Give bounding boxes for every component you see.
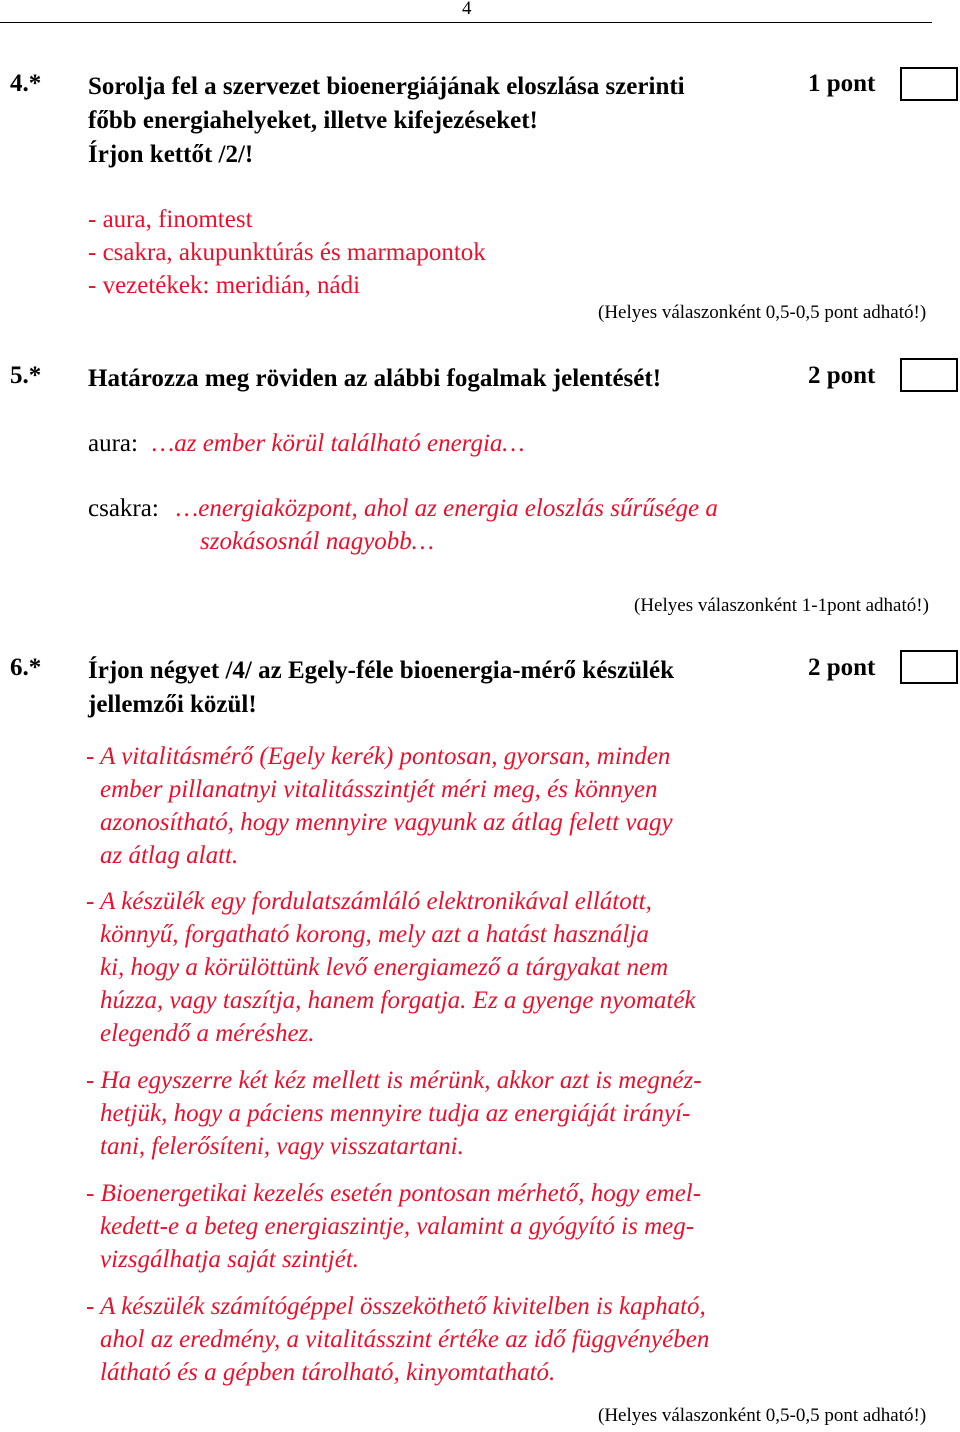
page-number: 4: [462, 0, 472, 19]
q5-score-box[interactable]: [900, 358, 958, 392]
q4-points: 1 pont: [808, 70, 876, 97]
aura-answer: …az ember körül található energia…: [152, 430, 525, 457]
q4-answer: - vezetékek: meridián, nádi: [88, 272, 361, 299]
answer-line: tani, felerősíteni, vagy visszatartani.: [100, 1133, 464, 1160]
q4-answers: [88, 203, 486, 302]
q4-number: 4.*: [10, 70, 42, 97]
answer-line: - A készülék számítógéppel összeköthető kivitelben is kapható,: [86, 1293, 706, 1320]
q5-note: (Helyes válaszonként 1-1pont adható!): [634, 595, 929, 616]
answer-line: elegendő a méréshez.: [100, 1020, 315, 1047]
q4-line: főbb energiahelyeket, illetve kifejezéseket!: [88, 107, 538, 134]
answer-line: kedett-e a beteg energiaszintje, valamint a gyógyító is meg-: [100, 1213, 695, 1240]
csakra-answer-line: …energiaközpont, ahol az energia eloszlás sűrűsége a: [176, 495, 718, 522]
q6-answer-5: [86, 1290, 709, 1389]
q4-answer: - csakra, akupunktúrás és marmapontok: [88, 239, 486, 266]
q6-line: Írjon négyet /4/ az Egely-féle bioenergia-mérő készülék: [88, 657, 674, 684]
q6-score-box[interactable]: [900, 650, 958, 684]
answer-line: - A készülék egy fordulatszámláló elektronikával ellátott,: [86, 888, 652, 915]
answer-line: ahol az eredmény, a vitalitásszint értéke az idő függvényében: [100, 1326, 710, 1353]
answer-line: azonosítható, hogy mennyire vagyunk az átlag felett vagy: [100, 809, 673, 836]
q4-answer: - aura, finomtest: [88, 206, 253, 233]
q6-number: 6.*: [10, 654, 42, 681]
q4-note: (Helyes válaszonként 0,5-0,5 pont adható!): [598, 302, 927, 323]
answer-line: - Ha egyszerre két kéz mellett is mérünk, akkor azt is megnéz-: [86, 1067, 702, 1094]
q4-line: Sorolja fel a szervezet bioenergiájának eloszlása szerinti: [88, 73, 685, 100]
answer-line: az átlag alatt.: [100, 842, 239, 869]
answer-line: látható és a gépben tárolható, kinyomtatható.: [100, 1359, 556, 1386]
answer-line: könnyű, forgatható korong, mely azt a hatást használja: [100, 921, 649, 948]
q6-answer-2: [86, 885, 696, 1050]
q5-points: 2 pont: [808, 362, 876, 389]
header-rule: [0, 22, 932, 23]
answer-line: vizsgálhatja saját szintjét.: [100, 1246, 360, 1273]
answer-line: hetjük, hogy a páciens mennyire tudja az energiáját irányí-: [100, 1100, 691, 1127]
aura-label: aura:: [88, 430, 138, 457]
q6-points: 2 pont: [808, 654, 876, 681]
q5-number: 5.*: [10, 362, 42, 389]
answer-line: ember pillanatnyi vitalitásszintjét méri meg, és könnyen: [100, 776, 658, 803]
answer-line: húzza, vagy taszítja, hanem forgatja. Ez a gyenge nyomaték: [100, 987, 696, 1014]
q6-answer-4: [86, 1177, 701, 1276]
csakra-answer-line: szokásosnál nagyobb…: [200, 528, 435, 555]
answer-line: ki, hogy a körülöttünk levő energiamező a tárgyakat nem: [100, 954, 669, 981]
q4-text: [88, 70, 685, 172]
q6-line: jellemzői közül!: [88, 691, 257, 718]
q4-score-box[interactable]: [900, 67, 958, 101]
q6-note: (Helyes válaszonként 0,5-0,5 pont adható!): [598, 1405, 927, 1426]
q5-text: Határozza meg röviden az alábbi fogalmak jelentését!: [88, 365, 662, 392]
q6-answer-1: [86, 740, 673, 872]
q6-text: [88, 654, 674, 722]
answer-line: - Bioenergetikai kezelés esetén pontosan mérhető, hogy emel-: [86, 1180, 702, 1207]
q4-line: Írjon kettőt /2/!: [88, 141, 254, 168]
q6-answer-3: [86, 1064, 702, 1163]
csakra-label: csakra:: [88, 495, 159, 522]
answer-line: - A vitalitásmérő (Egely kerék) pontosan, gyorsan, minden: [86, 743, 671, 770]
